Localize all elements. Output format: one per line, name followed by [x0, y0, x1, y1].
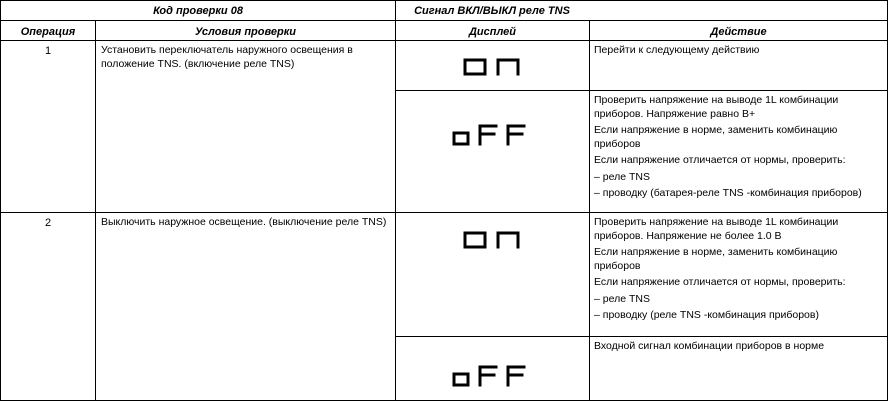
action-text — [594, 44, 882, 61]
lcd-display-off — [452, 124, 532, 146]
on-segment-glyphs — [463, 229, 523, 249]
operation-number: 2 — [44, 217, 52, 229]
check-condition: Выключить наружное освещение. (выключение реле TNS) — [101, 216, 387, 228]
action-paragraph: Проверить напряжение на выводе 1L комбинации приборов. Напряжение не более 1.0 В — [594, 216, 839, 242]
action-paragraph: Если напряжение отличается от нормы, проверить: — [594, 154, 846, 166]
subrow-divider — [395, 90, 888, 91]
action-paragraph: Входной сигнал комбинации приборов в норме — [594, 340, 825, 352]
lcd-display-on — [463, 229, 523, 249]
on-segment-glyphs — [463, 56, 523, 76]
column-header-divider — [0, 40, 888, 41]
row-divider — [0, 212, 888, 213]
table-left-border — [0, 0, 1, 401]
column-divider — [395, 0, 396, 401]
check-code-header: Код проверки 08 — [153, 5, 243, 17]
column-header-action: Действие — [710, 26, 767, 38]
action-paragraph: Если напряжение в норме, заменить комбинацию приборов — [594, 124, 838, 150]
action-text — [594, 94, 882, 204]
action-paragraph: Если напряжение в норме, заменить комбинацию приборов — [594, 246, 838, 272]
action-paragraph: – проводку (батарея-реле TNS -комбинация приборов) — [594, 187, 862, 199]
column-divider — [589, 20, 590, 401]
table-top-border — [0, 0, 888, 1]
action-paragraph: Если напряжение отличается от нормы, проверить: — [594, 276, 846, 288]
check-condition: Установить переключатель наружного освещения в положение TNS. (включение реле TNS) — [101, 44, 353, 70]
action-text — [594, 340, 882, 357]
off-segment-glyphs — [452, 124, 532, 146]
action-paragraph: – реле TNS — [594, 170, 650, 183]
action-paragraph: – реле TNS — [594, 292, 650, 305]
action-text — [594, 216, 882, 326]
column-divider — [95, 20, 96, 401]
lcd-display-off — [452, 365, 532, 387]
signal-header: Сигнал ВКЛ/ВЫКЛ реле TNS — [414, 5, 570, 17]
action-paragraph: Проверить напряжение на выводе 1L комбинации приборов. Напряжение равно В+ — [594, 94, 839, 120]
column-header-operation: Операция — [20, 26, 76, 38]
lcd-display-on — [463, 56, 523, 76]
operation-number: 1 — [44, 45, 52, 57]
column-header-conditions: Условия проверки — [195, 26, 296, 38]
action-paragraph: Перейти к следующему действию — [594, 44, 760, 56]
action-paragraph: – проводку (реле TNS -комбинация приборов) — [594, 309, 819, 321]
off-segment-glyphs — [452, 365, 532, 387]
column-header-display: Дисплей — [468, 26, 517, 38]
subrow-divider — [395, 336, 888, 337]
header-divider — [0, 20, 888, 21]
